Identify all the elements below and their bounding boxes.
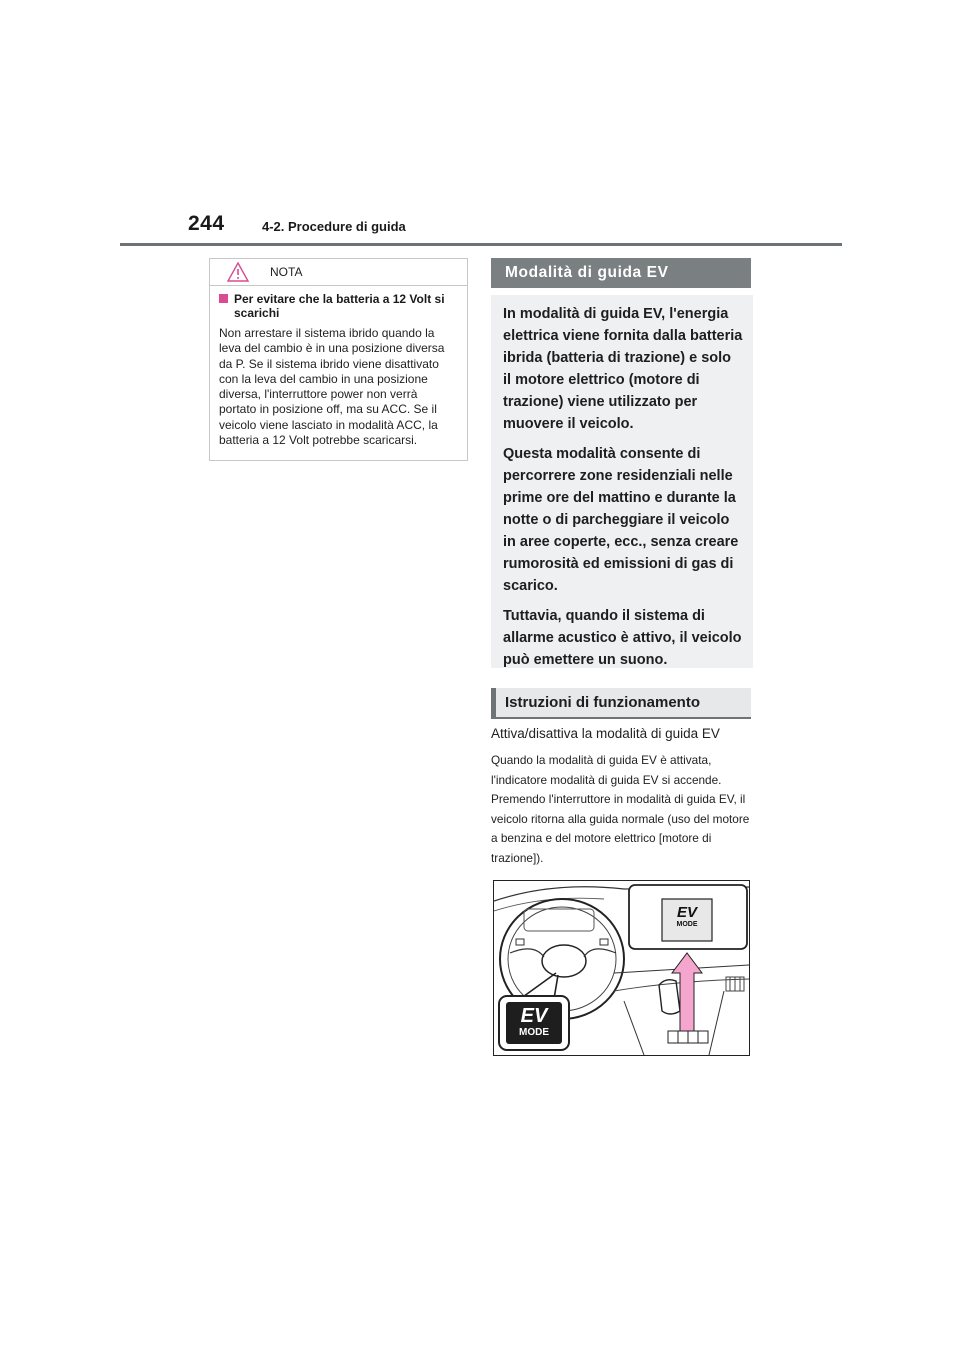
nota-subtitle xyxy=(219,292,458,320)
step-title: Attiva/disattiva la modalità di guida EV xyxy=(491,726,720,741)
header-rule xyxy=(120,243,842,246)
ev-mode-button xyxy=(506,1002,562,1044)
nota-header xyxy=(210,259,467,286)
ev-mode-heading: Modalità di guida EV xyxy=(491,258,751,288)
nota-text: Non arrestare il sistema ibrido quando la leva del cambio è in una posizione diversa da P. Se il sistema ibrido viene disattivato con la leva del cambio in una posizione diversa, l'interruttore power non verrà portato in posizione off, ma su ACC. Se il veicolo viene lasciato in modalità ACC, la batteria a 12 Volt potrebbe scaricarsi. xyxy=(219,326,445,448)
ev-mode-paragraph: In modalità di guida EV, l'energia elettrica viene fornita dalla batteria ibrida (batteria di trazione) e solo il motore elettrico (motore di trazione) viene utilizzato per muovere il veicolo. xyxy=(503,306,743,432)
ev-mode-box xyxy=(491,295,753,668)
step-body: Quando la modalità di guida EV è attivata, l'indicatore modalità di guida EV si accende. Premendo l'interruttore in modalità di guida EV, il veicolo ritorna alla guida normale (uso del motore a benzina e del motore elettrico [motore di trazione]). xyxy=(491,753,750,865)
page-number: 244 xyxy=(188,212,225,235)
mode-button-text: MODE xyxy=(519,1027,549,1038)
section-title: 4-2. Procedure di guida xyxy=(262,219,406,234)
nota-label: NOTA xyxy=(270,265,303,279)
warning-triangle-icon xyxy=(227,262,249,282)
nota-subtitle-text: Per evitare che la batteria a 12 Volt si scarichi xyxy=(234,292,445,320)
ev-mode-paragraph: Tuttavia, quando il sistema di allarme acustico è attivo, il veicolo può emettere un suono. xyxy=(503,608,742,668)
ev-mode-button-callout xyxy=(498,995,570,1051)
ev-button-text: EV xyxy=(520,1005,548,1027)
ev-mode-paragraph: Questa modalità consente di percorrere zone residenziali nelle prime ore del mattino e durante la notte o di parcheggiare il veicolo in aree coperte, ecc., senza creare rumorosità ed emissioni di gas di scarico. xyxy=(503,446,739,594)
mode-inset-text: MODE xyxy=(676,921,698,928)
ev-inset-text: EV xyxy=(676,904,697,921)
ev-mode-inset-label xyxy=(662,905,712,929)
nota-box xyxy=(209,258,468,461)
bullet-square-icon xyxy=(219,294,228,303)
instructions-heading: Istruzioni di funzionamento xyxy=(491,688,751,719)
ev-mode-illustration xyxy=(493,880,750,1056)
